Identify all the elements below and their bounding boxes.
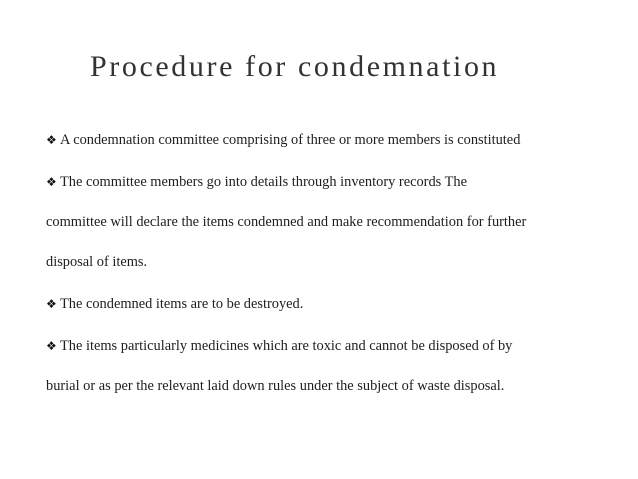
slide-title: Procedure for condemnation [90, 50, 500, 84]
paragraph-line: disposal of items. [46, 254, 148, 270]
paragraph-line: ❖ The condemned items are to be destroyed. [46, 284, 631, 324]
bullet-paragraph-1 [46, 120, 631, 160]
bullet-paragraph-2 [46, 162, 631, 282]
bullet-paragraph-4 [46, 326, 631, 406]
paragraph-line: committee will declare the items condemned and make recommendation for further [46, 214, 527, 230]
slide-body [46, 120, 631, 406]
bullet-paragraph-3 [46, 284, 631, 324]
paragraph-line: burial or as per the relevant laid down rules under the subject of waste disposal. [46, 378, 505, 394]
paragraph-line: ❖ The items particularly medicines which are toxic and cannot be disposed of by [46, 326, 631, 366]
diamond-bullet-icon: ❖ [46, 297, 57, 311]
diamond-bullet-icon: ❖ [46, 339, 57, 353]
diamond-bullet-icon: ❖ [46, 175, 57, 189]
diamond-bullet-icon: ❖ [46, 133, 57, 147]
paragraph-line: ❖ A condemnation committee comprising of three or more members is constituted [46, 120, 631, 160]
paragraph-line: ❖ The committee members go into details through inventory records The [46, 162, 631, 202]
